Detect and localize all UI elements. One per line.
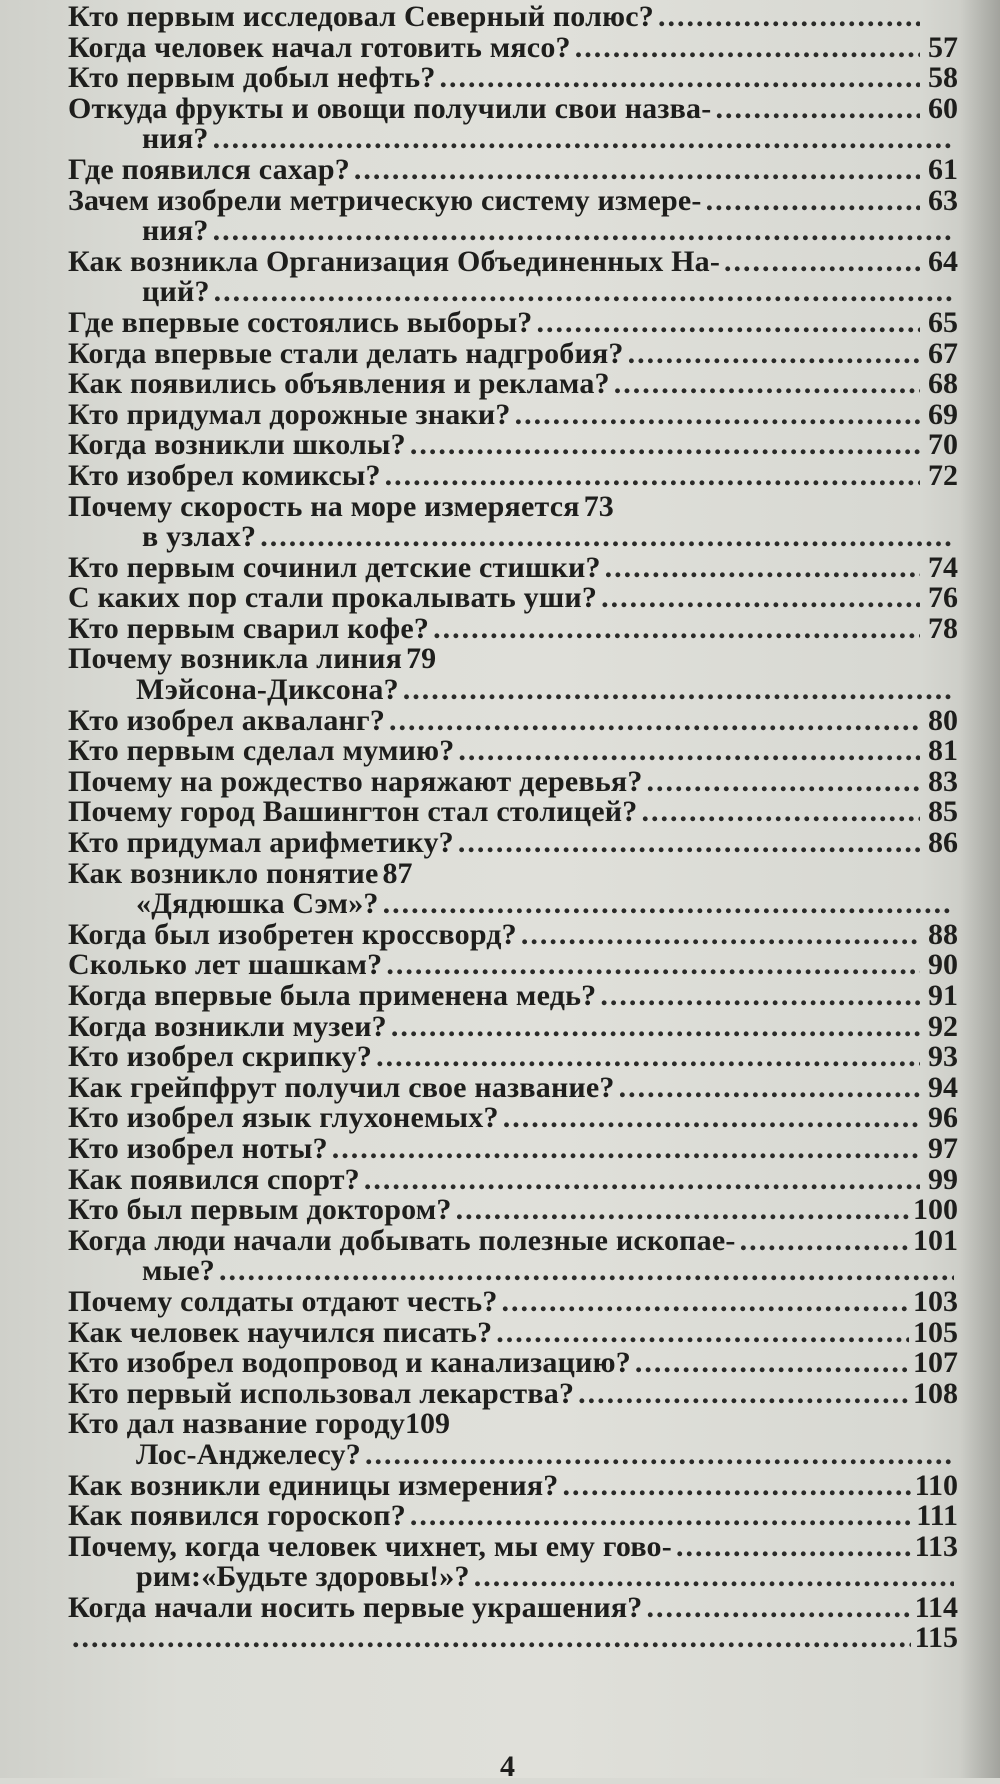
dot-leader: [676, 1532, 911, 1563]
toc-entry: [68, 764, 958, 798]
toc-entry: [68, 244, 958, 309]
toc-entry: [68, 1131, 958, 1165]
dot-leader: [385, 461, 920, 492]
toc-entry-title: «Дядюшка Сэм»?: [136, 887, 379, 921]
dot-leader: [386, 950, 920, 981]
toc-page-number: 107: [913, 1346, 958, 1380]
toc-entry-title: Когда впервые стали делать надгробия?: [68, 336, 624, 370]
toc-entry-title: Кто придумал дорожные знаки?: [68, 397, 511, 431]
toc-page-number: 88: [928, 917, 958, 951]
toc-entry-title: Почему солдаты отдают честь?: [68, 1284, 498, 1318]
toc-page-number: 70: [928, 428, 958, 462]
toc-entry: [68, 917, 958, 951]
toc-entry-continuation: [68, 1562, 958, 1593]
toc-entry-line: [68, 950, 958, 981]
toc-entry-title: Как грейпфрут получил свое название?: [68, 1070, 615, 1104]
dot-leader: [260, 522, 954, 553]
toc-page-number: 80: [928, 703, 958, 737]
toc-entry-title: Почему возникла линия: [68, 642, 403, 676]
toc-page-number: 92: [928, 1009, 958, 1043]
toc-page-number: 81: [928, 734, 958, 768]
toc-entry: [68, 369, 958, 400]
toc-entry-continuation: [68, 124, 958, 155]
toc-entry: [68, 63, 958, 94]
toc-entry-title: Лос-Анджелесу?: [136, 1437, 361, 1471]
dot-leader: [605, 553, 920, 584]
dot-leader: [391, 1012, 920, 1043]
toc-entry-line: [68, 63, 958, 94]
toc-page-number: 57: [928, 30, 958, 64]
toc-entry-continuation: [68, 522, 958, 553]
toc-entry-line: [68, 1223, 958, 1257]
dot-leader: [724, 247, 920, 278]
toc-entry: [68, 1042, 958, 1073]
dot-leader: [213, 216, 954, 247]
toc-page-number: 93: [928, 1040, 958, 1074]
toc-entry: [68, 1223, 958, 1288]
toc-entry-line: [68, 152, 958, 186]
toc-page-number: 110: [914, 1468, 958, 1502]
toc-entry-title: Как человек научился писать?: [68, 1315, 493, 1349]
toc-entry-title: Где впервые состоялись выборы?: [68, 305, 533, 339]
toc-entry-line: [68, 369, 958, 400]
toc-entry-line: [68, 828, 958, 859]
toc-entry: [68, 91, 958, 156]
dot-leader: [214, 277, 954, 308]
toc-entry-title: Как возникли единицы измерения?: [68, 1468, 559, 1502]
toc-entry-line: [68, 1070, 958, 1104]
toc-entry: [68, 950, 958, 981]
toc-entry: [68, 397, 958, 431]
dot-leader: [440, 63, 920, 94]
toc-entry-line: [68, 764, 958, 798]
toc-page-number: 83: [928, 764, 958, 798]
toc-entry-title: ния?: [142, 214, 209, 248]
toc-page-number: 108: [913, 1376, 958, 1410]
toc-entry-title: Кто первым добыл нефть?: [68, 61, 436, 95]
toc-entry: [68, 305, 958, 339]
toc-entry: [68, 1284, 958, 1318]
toc-page-number: 94: [928, 1070, 958, 1104]
dot-leader: [433, 614, 920, 645]
toc-entry: [68, 1468, 958, 1502]
toc-entry-title: Как появились объявления и реклама?: [68, 367, 610, 401]
toc-entry-title: Когда возникли школы?: [68, 428, 406, 462]
toc-entry: [68, 856, 958, 921]
toc-entry-line: [68, 1195, 958, 1226]
toc-entry-title: Почему, когда человек чихнет, мы ему гово-: [68, 1529, 672, 1563]
toc-page-number: 78: [928, 611, 958, 645]
toc-entry: [68, 183, 958, 248]
dot-leader: [364, 1165, 920, 1196]
dot-leader: [213, 124, 954, 155]
toc-entry: [68, 583, 958, 614]
dot-leader: [706, 186, 920, 217]
toc-entry: [68, 1623, 958, 1654]
dot-leader: [383, 889, 954, 920]
toc-entry-title: Кто изобрел водопровод и канализацию?: [68, 1346, 631, 1380]
toc-entry-title: С каких пор стали прокалывать уши?: [68, 581, 598, 615]
toc-entry-line: [68, 1103, 958, 1134]
toc-entry-line: [68, 2, 958, 33]
toc-entry-title: Почему скорость на море измеряется: [68, 489, 580, 523]
toc-page-number: 96: [928, 1101, 958, 1135]
toc-entry-line: [68, 550, 958, 584]
toc-page-number: 99: [928, 1162, 958, 1196]
toc-entry-line: [68, 703, 958, 737]
toc-entry-title: Кто изобрел ноты?: [68, 1131, 328, 1165]
toc-entry: [68, 489, 958, 554]
toc-entry-title: Кто первый использовал лекарства?: [68, 1376, 575, 1410]
toc-entry-line: [68, 91, 958, 125]
toc-page-number: 60: [928, 91, 958, 125]
dot-leader: [410, 1501, 912, 1532]
toc-page-number: 115: [914, 1621, 958, 1655]
toc-entry-title: Кто изобрел комиксы?: [68, 458, 381, 492]
toc-entry: [68, 430, 958, 461]
toc-entry-line: [68, 611, 958, 645]
toc-entry-title: Когда возникли музеи?: [68, 1009, 387, 1043]
toc-entry-title: в узлах?: [142, 520, 257, 554]
toc-entry-line: [68, 583, 958, 614]
table-of-contents: [68, 2, 958, 1654]
toc-entry-line: [68, 1284, 958, 1318]
toc-entry-line: [68, 244, 958, 278]
toc-entry-title: Кто был первым доктором?: [68, 1193, 452, 1227]
toc-entry-line: [68, 856, 958, 890]
toc-entry-line: [68, 644, 958, 675]
dot-leader: [403, 675, 954, 706]
toc-entry-title: Когда был изобретен кроссворд?: [68, 917, 517, 951]
toc-entry-line: [68, 1042, 958, 1073]
dot-leader: [563, 1471, 911, 1502]
toc-entry-continuation: [68, 675, 958, 706]
toc-entry-line: [68, 1468, 958, 1502]
toc-entry-title: Кто первым сварил кофе?: [68, 611, 430, 645]
dot-leader: [715, 94, 920, 125]
toc-entry: [68, 981, 958, 1012]
dot-leader: [635, 1348, 909, 1379]
toc-entry: [68, 828, 958, 859]
toc-page-number: 63: [928, 183, 958, 217]
toc-page-number: 114: [914, 1590, 958, 1624]
toc-page-number: 72: [928, 458, 958, 492]
dot-leader: [354, 155, 920, 186]
toc-page-number: 65: [928, 305, 958, 339]
dot-leader: [641, 797, 920, 828]
toc-page-number: 111: [916, 1499, 958, 1533]
toc-page-number: 68: [928, 367, 958, 401]
dot-leader: [515, 400, 920, 431]
toc-entry-title: Кто дал название городу: [68, 1407, 406, 1441]
toc-entry-title: Где появился сахар?: [68, 152, 350, 186]
toc-entry: [68, 736, 958, 767]
toc-entry-title: мые?: [142, 1254, 215, 1288]
toc-page-number: 87: [382, 856, 413, 890]
toc-entry-title: Как возникло понятие: [68, 856, 379, 890]
toc-page-number: 86: [928, 826, 958, 860]
toc-entry-line: [68, 336, 958, 370]
toc-entry-line: [68, 736, 958, 767]
toc-entry: [68, 797, 958, 828]
toc-entry: [68, 1501, 958, 1532]
toc-entry-title: Когда впервые была применена медь?: [68, 979, 597, 1012]
dot-leader: [601, 583, 920, 614]
dot-leader: [365, 1440, 954, 1471]
toc-entry: [68, 458, 958, 492]
toc-entry: [68, 1529, 958, 1594]
toc-entry: [68, 152, 958, 186]
toc-page-number: 85: [928, 795, 958, 829]
toc-entry: [68, 1009, 958, 1043]
dot-leader: [389, 706, 920, 737]
toc-entry-line: [68, 30, 958, 64]
dot-leader: [521, 920, 920, 951]
toc-page-number: 97: [928, 1131, 958, 1165]
toc-entry-line: [68, 305, 958, 339]
toc-entry-line: [68, 458, 958, 492]
dot-leader: [503, 1103, 920, 1134]
toc-page-number: 79: [406, 642, 437, 676]
toc-entry-line: [68, 1315, 958, 1349]
toc-page-number: 74: [928, 550, 958, 584]
toc-entry: [68, 1103, 958, 1134]
toc-page-number: 64: [928, 244, 958, 278]
toc-entry-title: Почему на рождество наряжают деревья?: [68, 764, 643, 798]
toc-entry-line: [68, 430, 958, 461]
toc-page-number: 113: [914, 1529, 958, 1563]
toc-entry-line: [68, 917, 958, 951]
toc-entry-title: Кто первым сделал мумию?: [68, 734, 455, 768]
toc-entry: [68, 1315, 958, 1349]
toc-entry-line: [68, 489, 958, 523]
toc-entry-title: Зачем изобрели метрическую систему измере-: [68, 183, 702, 217]
toc-page-number: 73: [583, 489, 614, 523]
dot-leader: [474, 1562, 954, 1593]
dot-leader: [458, 828, 920, 859]
toc-entry-title: Кто изобрел скрипку?: [68, 1040, 373, 1074]
dot-leader: [410, 430, 920, 461]
toc-entry-title: рим:«Будьте здоровы!»?: [136, 1560, 470, 1594]
page-edge-shadow: [960, 0, 1000, 1778]
dot-leader: [658, 2, 920, 33]
dot-leader: [647, 767, 920, 798]
toc-entry-line: [68, 183, 958, 217]
toc-entry-line: [68, 981, 958, 1012]
toc-entry-title: Кто изобрел акваланг?: [68, 703, 386, 737]
toc-entry-title: ния?: [142, 122, 209, 156]
toc-entry-line: [68, 1376, 958, 1410]
toc-entry: [68, 550, 958, 584]
toc-entry-title: Откуда фрукты и овощи получили свои назва-: [68, 91, 712, 125]
toc-entry: [68, 611, 958, 645]
dot-leader: [496, 1318, 909, 1349]
dot-leader: [219, 1256, 954, 1287]
toc-page-number: 109: [405, 1407, 451, 1441]
dot-leader: [575, 33, 920, 64]
toc-entry-title: Как возникла Организация Объединенных На-: [68, 244, 721, 278]
dot-leader: [502, 1287, 909, 1318]
toc-entry-continuation: [68, 277, 958, 308]
toc-page-number: 67: [928, 336, 958, 370]
dot-leader: [376, 1042, 920, 1073]
toc-entry: [68, 1195, 958, 1226]
toc-entry-title: Кто придумал арифметику?: [68, 826, 454, 860]
toc-entry-line: [68, 1162, 958, 1196]
toc-page-number: 100: [913, 1193, 958, 1227]
toc-entry-line: [68, 797, 958, 828]
toc-entry-continuation: [68, 216, 958, 247]
toc-page-number: 91: [928, 979, 958, 1012]
toc-entry: [68, 336, 958, 370]
toc-entry-title: Когда люди начали добывать полезные ископае-: [68, 1223, 736, 1257]
toc-entry: [68, 1590, 958, 1624]
toc-entry-line: [68, 1529, 958, 1563]
toc-entry-title: Почему город Вашингтон стал столицей?: [68, 795, 638, 829]
toc-page-number: 61: [928, 152, 958, 186]
toc-page-number: 90: [928, 948, 958, 982]
toc-entry-title: Кто первым сочинил детские стишки?: [68, 550, 601, 584]
dot-leader: [578, 1379, 909, 1410]
dot-leader: [740, 1226, 909, 1257]
dot-leader: [646, 1593, 910, 1624]
toc-entry-title: Кто изобрел язык глухонемых?: [68, 1101, 499, 1135]
dot-leader: [537, 308, 920, 339]
dot-leader: [614, 369, 920, 400]
page-number: 4: [500, 1750, 515, 1783]
toc-entry: [68, 1376, 958, 1410]
toc-entry-title: Сколько лет шашкам?: [68, 948, 383, 982]
toc-entry: [68, 1162, 958, 1196]
toc-entry-title: ций?: [142, 275, 210, 309]
dot-leader: [72, 1623, 911, 1654]
toc-entry: [68, 1348, 958, 1379]
toc-page-number: 105: [913, 1315, 958, 1349]
toc-entry-title: Когда человек начал готовить мясо?: [68, 30, 571, 64]
toc-entry-line: [68, 1623, 958, 1654]
toc-entry: [68, 30, 958, 64]
dot-leader: [456, 1195, 909, 1226]
toc-entry: [68, 703, 958, 737]
toc-entry-title: Мэйсона-Диксона?: [136, 673, 399, 707]
toc-entry-continuation: [68, 889, 958, 920]
toc-entry-line: [68, 1590, 958, 1624]
toc-entry-title: Как появился спорт?: [68, 1162, 360, 1196]
toc-entry-title: Когда начали носить первые украшения?: [68, 1590, 643, 1624]
toc-entry-line: [68, 397, 958, 431]
dot-leader: [619, 1073, 920, 1104]
toc-page-number: 101: [913, 1223, 958, 1257]
toc-entry-line: [68, 1501, 958, 1532]
dot-leader: [628, 339, 920, 370]
toc-page-number: 69: [928, 397, 958, 431]
toc-entry-title: Кто первым исследовал Северный полюс?: [68, 0, 654, 33]
toc-entry: [68, 644, 958, 705]
toc-entry: [68, 1409, 958, 1470]
toc-entry-line: [68, 1348, 958, 1379]
toc-entry-line: [68, 1131, 958, 1165]
toc-entry: [68, 1070, 958, 1104]
toc-entry: [68, 2, 958, 33]
toc-entry-line: [68, 1409, 958, 1440]
toc-entry-line: [68, 1009, 958, 1043]
toc-page-number: 103: [913, 1284, 958, 1318]
toc-page-number: 76: [928, 581, 958, 615]
toc-entry-continuation: [68, 1437, 958, 1471]
dot-leader: [600, 981, 920, 1012]
toc-entry-title: Как появился гороскоп?: [68, 1499, 406, 1533]
toc-entry-continuation: [68, 1256, 958, 1287]
dot-leader: [332, 1134, 920, 1165]
dot-leader: [458, 736, 920, 767]
toc-page-number: 58: [928, 61, 958, 95]
